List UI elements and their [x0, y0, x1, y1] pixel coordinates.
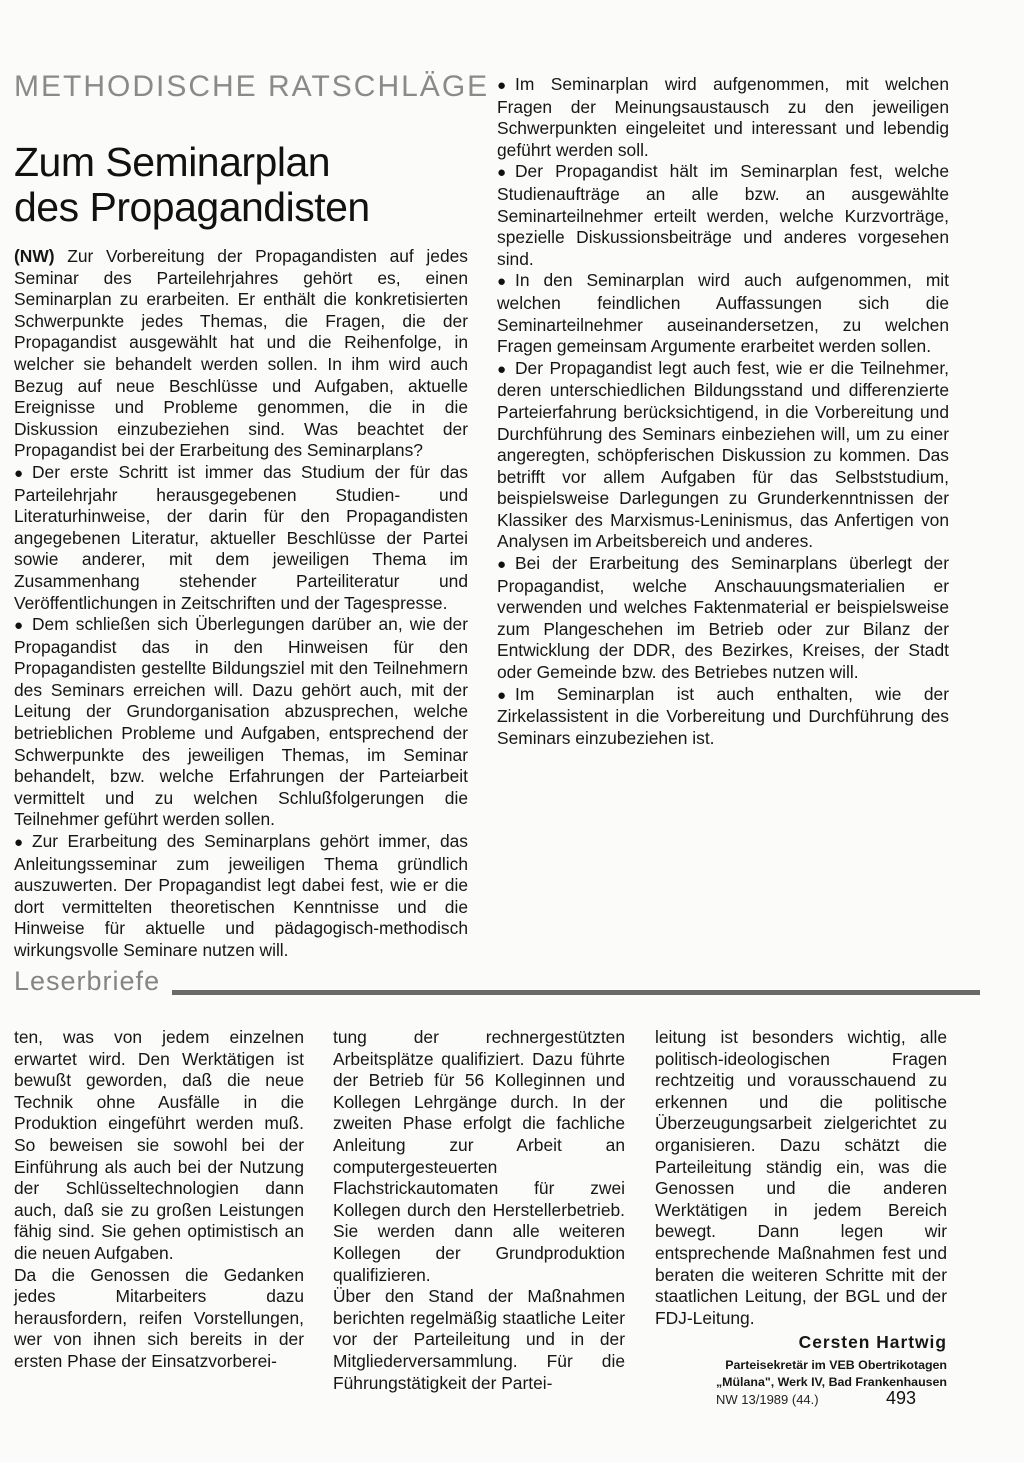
headline-line-2: des Propagandisten [14, 184, 370, 230]
author-role [655, 1357, 947, 1391]
letter-column-1 [14, 1027, 304, 1373]
author-signature: Cersten Hartwig [798, 1332, 947, 1353]
article-bullet-9: ● Im Seminarplan ist auch enthalten, wie der Zirkelassistent in die Vorbereitung und Durchführung des Seminars einzubeziehen ist. [497, 684, 949, 750]
article-bullet-8: ● Bei der Erarbeitung des Seminarplans überlegt der Propagandist, welche Anschauungsmaterialien er verwenden und welches Faktenmaterial er beispielsweise zum Plangeschehen im Betrieb oder zur Bilanz der Entwicklung der DDR, des Bezirkes, Kreises, der Stadt oder Gemeinde bzw. des Betriebes nutzen will. [497, 553, 949, 684]
article-column-left [14, 246, 468, 962]
letter-column-3 [655, 1027, 947, 1391]
letters-section-header [14, 966, 974, 1006]
letter-paragraph: ten, was von jedem einzelnen erwartet wird. Den Werktätigen ist bewußt geworden, daß die neue Technik ohne Ausfälle in die Produktion eingeführt werden muß. So beweisen sie sowohl bei der Einführung als auch bei der Nutzung der Schlüsseltechnologien dann auch, daß sie zu großen Leistungen fähig sind. Sie gehen optimistisch an die neuen Aufgaben. [14, 1027, 304, 1263]
author-role-line-1: Parteisekretär im VEB Obertrikotagen [725, 1357, 947, 1372]
article-bullet-4: ● Im Seminarplan wird aufgenommen, mit welchen Fragen der Meinungsaustausch zu den jeweiligen Schwerpunkten eingeleitet und interessant und lebendig geführt werden soll. [497, 74, 949, 161]
letter-paragraph: tung der rechnergestützten Arbeitsplätze qualifiziert. Dazu führte der Betrieb für 56 Kolleginnen und Kollegen Lehrgänge durch. In der zweiten Phase erfolgt die fachliche Anleitung zur Arbeit an computergesteuerten Flachstrickautomaten für zwei Kollegen durch den Herstellerbetrieb. Sie werden dann alle weiteren Kollegen der Grundproduktion qualifizieren. [333, 1027, 625, 1285]
letter-paragraph: Über den Stand der Maßnahmen berichten regelmäßig staatliche Leiter vor der Parteileitung und in der Mitgliederversammlung. Für die Führungstätigkeit der Partei- [333, 1286, 625, 1393]
lead-tag: (NW) [14, 246, 55, 266]
section-divider-rule [172, 990, 980, 995]
article-bullet-7: ● Der Propagandist legt auch fest, wie er die Teilnehmer, deren unterschiedlichen Bildungsstand und differenzierte Parteierfahrung berücksichtigend, in die Vorbereitung und Durchführung des Seminars einbeziehen will, um zu einer angeregten, schöpferischen Diskussion zu kommen. Das betrifft vor allem Aufgaben für das Selbststudium, beispielsweise Darlegungen zu Grunderkenntnissen der Klassiker des Marxismus-Leninismus, das Anfertigen von Analysen im Arbeitsbereich und anderes. [497, 358, 949, 553]
article-headline [14, 140, 484, 230]
article-intro [14, 246, 468, 462]
article-bullet-6: ● In den Seminarplan wird auch aufgenommen, mit welchen feindlichen Auffassungen sich die Seminarteilnehmer auseinandersetzen, zu welchen Fragen gemeinsam Argumente erarbeitet werden sollen. [497, 270, 949, 357]
article-column-right [497, 74, 949, 749]
author-role-line-2: „Mülana", Werk IV, Bad Frankenhausen [715, 1374, 947, 1389]
article-bullet-5: ● Der Propagandist hält im Seminarplan fest, welche Studienaufträge an alle bzw. an ausgewählte Seminarteilnehmer erteilt werden, welche Kurzvorträge, spezielle Diskussionsbeiträge und anderes vorgesehen sind. [497, 161, 949, 270]
issue-folio: NW 13/1989 (44.) [716, 1392, 819, 1407]
intro-text: Zur Vorbereitung der Propagandisten auf jedes Seminar des Parteilehrjahres gehört es, einen Seminarplan zu erarbeiten. Er enthält die konkretisierten Schwerpunkte jedes Themas, die Fragen, die der Propagandist ausgewählt hat und die Reihenfolge, in welcher sie behandelt werden sollen. In ihm wird auch Bezug auf neue Beschlüsse und Aufgaben, aktuelle Ereignisse und Probleme genommen, die in die Diskussion einzubeziehen sind. Was beachtet der Propagandist bei der Erarbeitung des Seminarplans? [14, 246, 468, 461]
article-bullet-2: ● Dem schließen sich Überlegungen darüber an, wie der Propagandist das in den Hinweisen für den Propagandisten gestellte Bildungsziel mit den Teilnehmern des Seminars erreichen will. Dazu gehört auch, mit der Leitung der Grundorganisation abzusprechen, welche betrieblichen Probleme und Aufgaben, entsprechend der Schwerpunkte des jeweiligen Themas, im Seminar behandelt, bzw. welche Erfahrungen der Parteiarbeit vermittelt und zu welchen Schlußfolgerungen die Teilnehmer geführt werden sollen. [14, 614, 468, 831]
letter-paragraph: Da die Genossen die Gedanken jedes Mitarbeiters dazu herausfordern, reifen Vorstellungen, wer von ihnen sich bereits in der ersten Phase der Einsatzvorberei- [14, 1264, 304, 1371]
article-bullet-1: ● Der erste Schritt ist immer das Studium der für das Parteilehrjahr herausgegebenen Studien- und Literaturhinweise, der darin für den Propagandisten angegebenen Literatur, aktueller Beschlüsse der Partei sowie anderer, mit dem jeweiligen Thema im Zusammenhang stehender Parteiliteratur und Veröffentlichungen in Zeitschriften und der Tagespresse. [14, 462, 468, 614]
article-bullet-3: ● Zur Erarbeitung des Seminarplans gehört immer, das Anleitungsseminar zum jeweiligen Thema gründlich auszuwerten. Der Propagandist legt dabei fest, wie er die dort vermittelten theoretischen Kenntnisse und die Hinweise für aktuelle und pädagogisch-methodisch wirkungsvolle Seminare nutzen will. [14, 831, 468, 962]
section-kicker: METHODISCHE RATSCHLÄGE [14, 70, 490, 103]
page-number: 493 [886, 1388, 917, 1408]
headline-line-1: Zum Seminarplan [14, 139, 331, 185]
letter-column-2 [333, 1027, 625, 1394]
letter-paragraph: leitung ist besonders wichtig, alle politisch-ideologischen Fragen rechtzeitig und vorausschauend zu erkennen und die politische Überzeugungsarbeit zielgerichtet zu organisieren. Dazu schätzt die Parteileitung ständig ein, was die Genossen und die anderen Werktätigen in jedem Bereich bewegt. Dann legen wir entsprechende Maßnahmen fest und beraten die weiteren Schritte mit der staatlichen Leitung, der BGL und der FDJ-Leitung. [655, 1027, 947, 1328]
letters-section-title: Leserbriefe [14, 966, 161, 996]
